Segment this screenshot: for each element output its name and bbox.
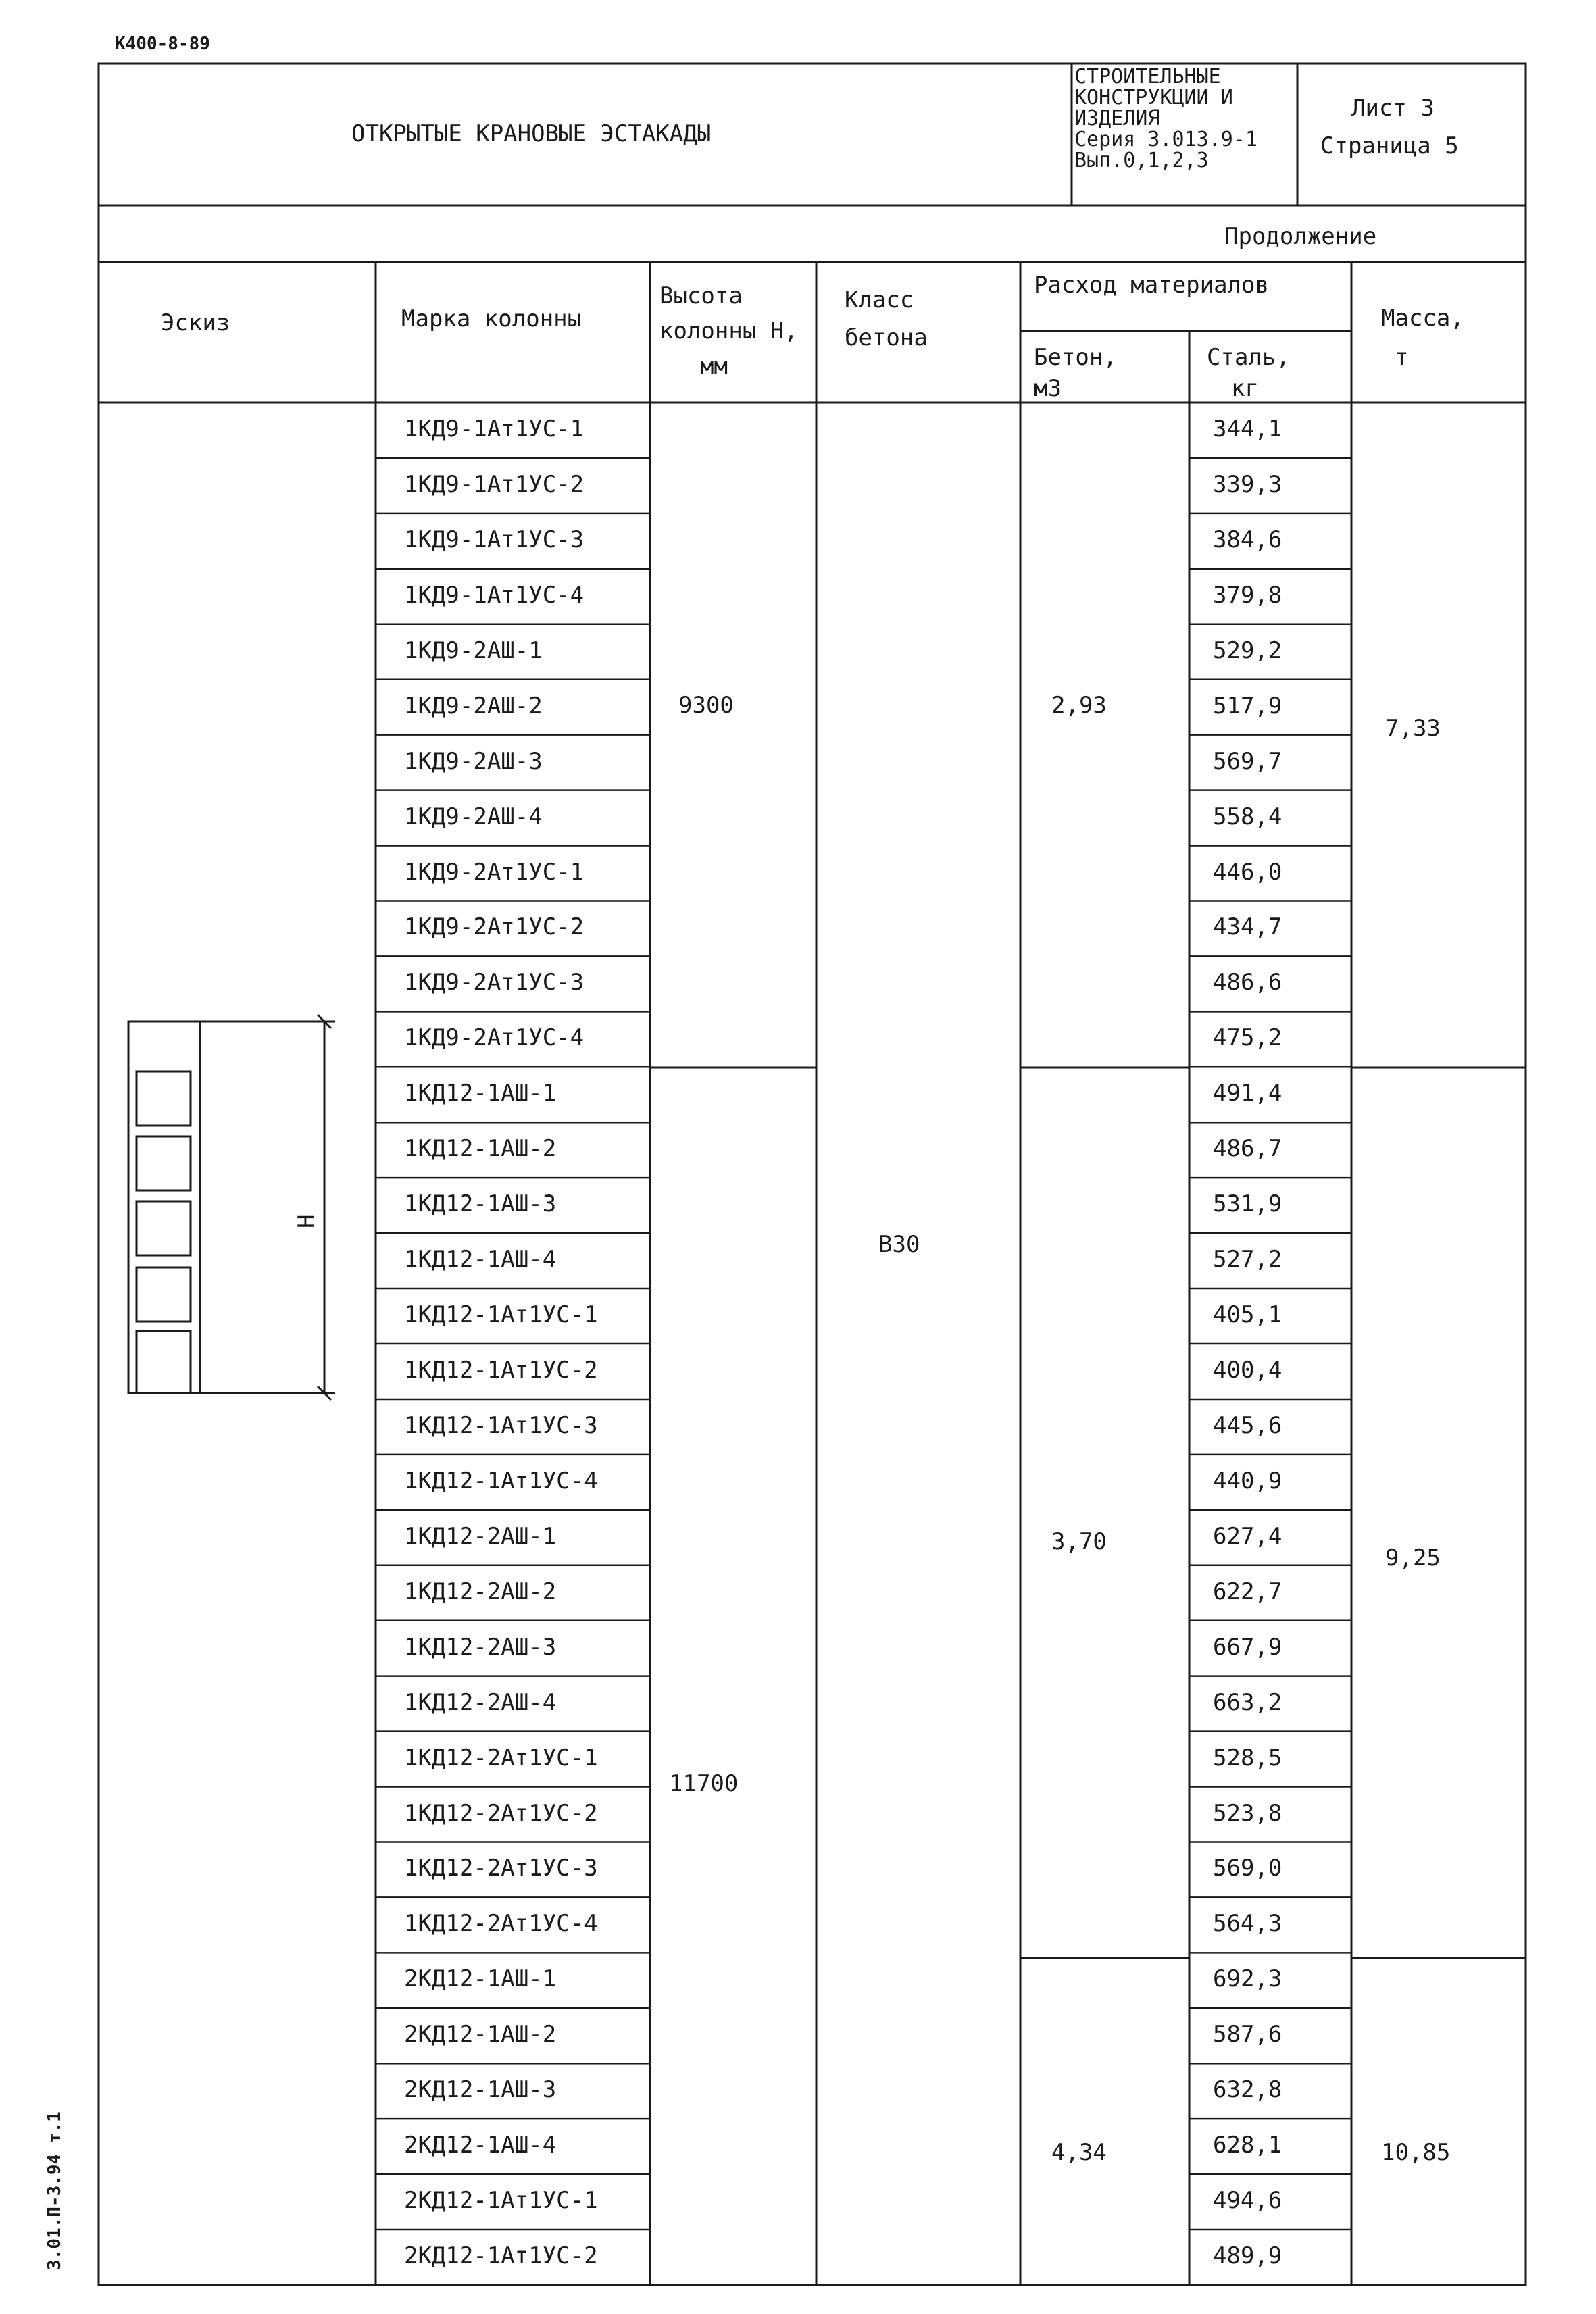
group-mass: 9,25 [1385,1544,1441,1571]
row-mark: 1КД12-1АШ-4 [404,1246,557,1274]
group-concrete: 2,93 [1051,692,1107,719]
row-steel: 446,0 [1213,858,1282,886]
row-mark: 1КД9-2Ат1УС-1 [404,858,584,886]
row-mark: 1КД12-2АШ-2 [404,1578,557,1605]
row-steel: 632,8 [1213,2076,1282,2104]
row-mark: 1КД9-2АШ-1 [404,636,543,664]
row-mark: 1КД9-1Ат1УС-4 [404,581,584,609]
group-height: 9300 [678,692,734,719]
row-steel: 587,6 [1213,2021,1282,2048]
group-concrete: 3,70 [1051,1528,1107,1555]
series-line: Вып.0,1,2,3 [1074,149,1209,172]
row-steel: 445,6 [1213,1411,1282,1439]
row-mark: 1КД12-1Ат1УС-1 [404,1301,598,1329]
series-block [1074,66,1257,171]
row-steel: 627,4 [1213,1522,1282,1550]
row-mark: 1КД12-1АШ-3 [404,1190,557,1218]
series-line: ИЗДЕЛИЯ [1074,107,1160,130]
group-height: 11700 [669,1770,739,1797]
row-mark: 1КД12-2АШ-1 [404,1522,557,1550]
col-concrete-line: Бетон, [1034,344,1117,371]
row-mark: 1КД12-1АШ-1 [404,1080,557,1107]
series-line: КОНСТРУКЦИИ И [1074,86,1233,109]
col-mass-line: т [1395,344,1409,371]
row-steel: 344,1 [1213,415,1282,443]
row-mark: 2КД12-1АШ-3 [404,2076,557,2104]
row-mark: 1КД9-2Ат1УС-2 [404,913,584,941]
row-mark: 1КД12-1Ат1УС-2 [404,1356,598,1384]
side-code: 3.01.П-3.94 т.1 [45,2111,65,2270]
col-height-line: Высота [659,282,743,309]
row-mark: 1КД12-2Ат1УС-2 [404,1799,598,1827]
col-class-line: Класс [845,286,914,313]
col-class-line: бетона [845,324,928,351]
row-steel: 517,9 [1213,692,1282,720]
col-mass-header [1381,299,1464,377]
group-mass: 10,85 [1381,2139,1451,2166]
row-steel: 475,2 [1213,1024,1282,1052]
row-mark: 1КД12-2АШ-3 [404,1633,557,1661]
row-steel: 527,2 [1213,1246,1282,1274]
group-concrete: 4,34 [1051,2139,1107,2166]
row-steel: 523,8 [1213,1799,1282,1827]
document-title: ОТКРЫТЫЕ КРАНОВЫЕ ЭСТАКАДЫ [351,120,712,147]
col-mark-header: Марка колонны [401,305,582,332]
row-mark: 1КД12-1Ат1УС-3 [404,1411,598,1439]
row-mark: 1КД9-1Ат1УС-1 [404,415,584,443]
row-steel: 379,8 [1213,581,1282,609]
row-mark: 2КД12-1АШ-1 [404,1965,557,1993]
row-steel: 384,6 [1213,526,1282,553]
row-mark: 1КД9-2АШ-3 [404,747,543,775]
row-mark: 1КД9-1Ат1УС-2 [404,470,584,498]
row-mark: 1КД12-2Ат1УС-4 [404,1910,598,1938]
series-line: Серия 3.013.9-1 [1074,128,1257,151]
row-mark: 1КД9-2Ат1УС-3 [404,969,584,997]
row-steel: 564,3 [1213,1910,1282,1938]
row-steel: 400,4 [1213,1356,1282,1384]
row-mark: 2КД12-1Ат1УС-1 [404,2187,598,2215]
row-steel: 692,3 [1213,1965,1282,1993]
col-concrete-line: м3 [1034,375,1062,402]
row-steel: 622,7 [1213,1578,1282,1605]
row-steel: 339,3 [1213,470,1282,498]
row-steel: 491,4 [1213,1080,1282,1107]
row-steel: 440,9 [1213,1467,1282,1494]
row-steel: 531,9 [1213,1190,1282,1218]
row-mark: 1КД12-2Ат1УС-1 [404,1744,598,1771]
row-mark: 2КД12-1АШ-2 [404,2021,557,2048]
row-mark: 2КД12-1АШ-4 [404,2132,557,2159]
col-steel-line: кг [1231,375,1259,402]
page-number: Страница 5 [1320,132,1459,159]
document-code: К400-8-89 [115,34,210,54]
row-steel: 494,6 [1213,2187,1282,2215]
row-mark: 1КД12-1АШ-2 [404,1135,557,1163]
continuation-label: Продолжение [1224,223,1377,250]
row-steel: 558,4 [1213,803,1282,830]
col-class-header [845,281,928,357]
sketch-height-label: Н [293,1214,320,1228]
series-line: СТРОИТЕЛЬНЫЕ [1074,65,1221,89]
col-sketch-header: Эскиз [161,309,230,336]
col-height-header [659,278,798,384]
row-mark: 1КД9-2АШ-4 [404,803,543,830]
column-sketch [122,1013,351,1405]
row-steel: 667,9 [1213,1633,1282,1661]
row-mark: 1КД9-2АШ-2 [404,692,543,720]
row-mark: 1КД12-2АШ-4 [404,1688,557,1716]
group-mass: 7,33 [1385,715,1441,742]
col-steel-line: Сталь, [1207,344,1290,371]
row-steel: 489,9 [1213,2242,1282,2270]
row-mark: 1КД9-2Ат1УС-4 [404,1024,584,1052]
row-mark: 1КД12-1Ат1УС-4 [404,1467,598,1494]
row-steel: 528,5 [1213,1744,1282,1771]
row-mark: 1КД9-1Ат1УС-3 [404,526,584,553]
row-steel: 569,7 [1213,747,1282,775]
row-steel: 486,6 [1213,969,1282,997]
col-height-line: мм [700,353,728,380]
col-mass-line: Масса, [1381,305,1464,332]
concrete-class: В30 [878,1231,920,1258]
row-steel: 486,7 [1213,1135,1282,1163]
row-steel: 405,1 [1213,1301,1282,1329]
row-steel: 434,7 [1213,913,1282,941]
col-concrete-header [1034,342,1117,404]
sheet-number: Лист 3 [1351,95,1435,122]
col-materials-header: Расход материалов [1034,272,1269,299]
row-mark: 2КД12-1Ат1УС-2 [404,2242,598,2270]
row-steel: 569,0 [1213,1855,1282,1882]
col-steel-header [1207,342,1290,404]
row-steel: 663,2 [1213,1688,1282,1716]
row-mark: 1КД12-2Ат1УС-3 [404,1855,598,1882]
row-steel: 529,2 [1213,636,1282,664]
row-steel: 628,1 [1213,2132,1282,2159]
col-height-line: колонны Н, [659,318,798,345]
